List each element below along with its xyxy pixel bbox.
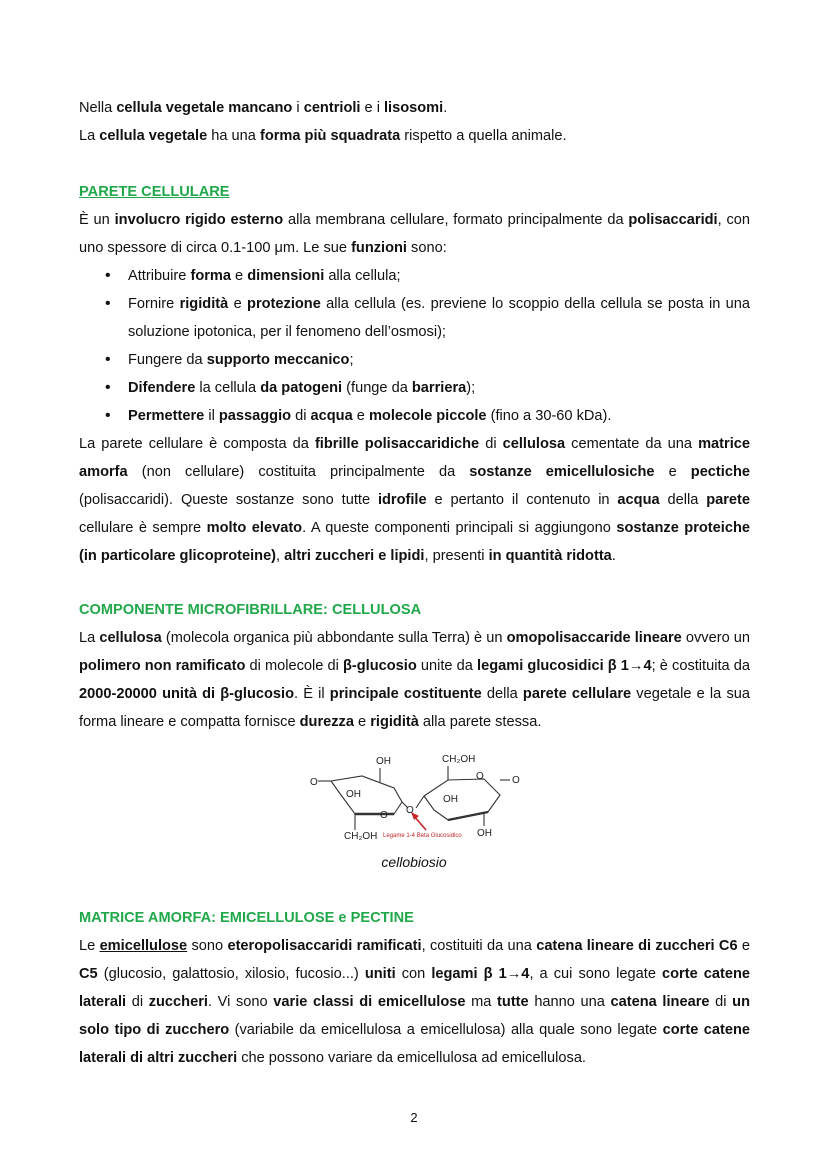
bold-text-run: catena lineare [610,994,710,1010]
text-run: e pertanto il contenuto in [426,492,618,508]
bold-text-run: corte catene laterali di altri zuccheri [79,1022,751,1066]
text-run: e [353,714,371,730]
bold-text-run: emicellulose [99,938,188,954]
intro-line-1 [79,94,750,122]
text-run: . [443,100,448,116]
text-run: ovvero un [681,630,750,646]
cellobiose-structure-figure [300,750,530,845]
text-run: , a cui sono legate [529,966,663,982]
text-run: vegetale e la sua forma lineare e compatta fornisce [79,686,750,730]
bold-text-run: β-glucosio [343,658,417,674]
bold-text-run: forma [190,268,231,284]
bold-text-run: in quantità ridotta [488,548,612,564]
bold-text-run: altri zuccheri e lipidi [284,548,425,564]
text-run: di molecole di [245,658,343,674]
bold-text-run: un solo tipo di zucchero [79,994,750,1038]
text-run: (fino a 30-60 kDa). [486,408,612,424]
text-run: sono [187,938,228,954]
bold-text-run: molecole piccole [368,408,487,424]
bold-text-run: zuccheri [148,994,208,1010]
text-run: che possono variare da emicellulosa ad emicellulosa. [237,1050,586,1066]
list-item [79,346,750,374]
bold-text-run: legami glucosidici β 1→4 [477,658,652,674]
bold-text-run: idrofile [377,492,427,508]
bold-text-run: matrice amorfa [79,436,750,480]
list-item [79,402,750,430]
heading-parete-cellulare: PARETE CELLULARE [79,184,230,200]
heading-matrice-amorfa: MATRICE AMORFA: EMICELLULOSE e PECTINE [79,910,414,926]
text-run: e [737,938,751,954]
bold-text-run: da patogeni [260,380,343,396]
text-run: unite da [416,658,478,674]
bold-text-run: forma più squadrata [259,128,401,144]
text-run: Fungere da [128,352,207,368]
bold-text-run: tutte [497,994,529,1010]
bold-text-run: funzioni [351,240,407,256]
heading-cellulosa: COMPONENTE MICROFIBRILLARE: CELLULOSA [79,602,422,618]
text-run: alla parete stessa. [418,714,542,730]
bold-text-run: pectiche [690,464,750,480]
parete-paragraph-2 [79,430,750,570]
text-run: ; è costituita da [651,658,750,674]
o-ring-right-label: O [476,771,484,782]
text-run: con [395,966,432,982]
text-run: La [79,128,100,144]
bold-text-run: C5 [79,966,98,982]
o-bridge-label: O [406,805,414,816]
text-run: ha una [207,128,260,144]
text-run: alla cellula (es. previene lo scoppio della cellula se posta in una soluzione ipotonica, per il fenomeno dell’osmosi); [128,296,751,340]
text-run: ); [466,380,476,396]
text-run: la cellula [195,380,261,396]
text-run: (molecola organica più abbondante sulla Terra) è un [161,630,507,646]
text-run: , [276,548,285,564]
oh-ring-left-label: OH [346,789,361,800]
ch2oh-top-right-label: CH₂OH [442,754,476,765]
bold-text-run: acqua [310,408,353,424]
text-run: di [479,436,503,452]
text-run: di [126,994,149,1010]
bold-text-run: legami β 1→4 [431,966,530,982]
text-run: , presenti [424,548,489,564]
bold-text-run: centrioli [303,100,361,116]
bold-text-run: sostanze emicellulosiche [469,464,655,480]
text-run: alla cellula; [324,268,401,284]
oh-bottom-right-label: OH [477,828,492,839]
right-ring-bold-edge [448,812,488,820]
text-run: rispetto a quella animale. [400,128,567,144]
text-run: , costituiti da una [421,938,537,954]
text-run: ma [465,994,498,1010]
bold-text-run: cellulosa [502,436,566,452]
bold-text-run: dimensioni [247,268,325,284]
bold-text-run: parete cellulare [522,686,632,702]
bold-text-run: barriera [411,380,467,396]
bold-text-run: sostanze proteiche (in particolare glicoproteine) [79,520,750,564]
bold-text-run: cellula vegetale [99,128,208,144]
text-run: (polisaccaridi). Queste sostanze sono tutte [79,492,378,508]
figure-caption: cellobiosio [381,854,447,870]
text-run: (variabile da emicellulosa a emicellulosa) alla quale sono legate [229,1022,663,1038]
text-run: La parete cellulare è composta da [79,436,315,452]
text-run: alla membrana cellulare, formato principalmente da [283,212,629,228]
bold-text-run: uniti [364,966,396,982]
right-ring [424,779,500,820]
list-item [79,262,750,290]
text-run: e [231,268,248,284]
text-run: ; [349,352,354,368]
glycosidic-bond-label: Legame 1-4 Beta Glucosidico [383,833,462,839]
bold-text-run: protezione [247,296,321,312]
bold-text-run: Difendere [128,380,196,396]
parete-functions-list [79,262,750,430]
bold-text-run: molto elevato [206,520,303,536]
bold-text-run: polimero non ramificato [79,658,246,674]
bold-text-run: supporto meccanico [206,352,350,368]
bold-text-run: durezza [299,714,354,730]
text-run: della [659,492,707,508]
bold-text-run: catena lineare di zuccheri C6 [536,938,738,954]
text-run: (glucosio, galattosio, xilosio, fucosio...) [97,966,365,982]
bold-text-run: 2000-20000 unità di β-glucosio [79,686,295,702]
text-run: La [79,630,100,646]
bold-text-run: cellulosa [99,630,162,646]
text-run: hanno una [528,994,611,1010]
bold-text-run: rigidità [370,714,419,730]
bold-text-run: omopolisaccaride lineare [506,630,682,646]
ch2oh-bottom-label: CH₂OH [344,831,378,842]
text-run: e [654,464,691,480]
text-run: cementate da una [565,436,699,452]
intro-line-2 [79,122,750,150]
bold-text-run: principale costituente [329,686,482,702]
bold-text-run: parete [706,492,750,508]
text-run: di [291,408,311,424]
o-end-left-label: O [310,777,318,788]
text-run: Attribuire [128,268,191,284]
text-run: Fornire [128,296,180,312]
parete-paragraph-1 [79,206,750,262]
bold-text-run: eteropolisaccaridi ramificati [227,938,422,954]
text-run: . [611,548,616,564]
text-run: sono: [407,240,447,256]
text-run: È un [79,212,115,228]
text-run: Nella [79,100,117,116]
bold-text-run: polisaccaridi [628,212,718,228]
text-run: e [228,296,248,312]
oh-top-left-label: OH [376,756,391,767]
text-run: . A queste componenti principali si aggiungono [302,520,617,536]
bold-text-run: fibrille polisaccaridiche [314,436,480,452]
bond-line [416,796,424,808]
text-run: il [204,408,219,424]
matrice-paragraph [79,932,750,1072]
page-number: 2 [410,1110,418,1125]
text-run: . È il [294,686,330,702]
oh-ring-right-label: OH [443,794,458,805]
text-run: della [481,686,523,702]
left-ring [331,776,402,814]
o-end-right-label: O [512,775,520,786]
bold-text-run: corte catene laterali [79,966,751,1010]
bold-text-run: Permettere [128,408,205,424]
cellulosa-paragraph [79,624,750,736]
text-run: Le [79,938,100,954]
text-run: (non cellulare) costituita principalmente da [127,464,470,480]
text-run: . Vi sono [207,994,274,1010]
text-run: e [352,408,369,424]
list-item [79,290,750,346]
bold-text-run: lisosomi [384,100,444,116]
text-run: di [709,994,733,1010]
text-run: cellulare è sempre [79,520,207,536]
text-run: e i [360,100,384,116]
bold-text-run: rigidità [179,296,229,312]
o-ring-left-label: O [380,810,388,821]
text-run: (funge da [342,380,412,396]
text-run: i [292,100,304,116]
bold-text-run: varie classi di emicellulose [273,994,466,1010]
bold-text-run: passaggio [218,408,292,424]
text-run: , con uno spessore di circa 0.1-100 μm. Le sue [79,212,751,256]
bold-text-run: cellula vegetale mancano [116,100,293,116]
bold-text-run: involucro rigido esterno [114,212,284,228]
bold-text-run: acqua [617,492,660,508]
list-item [79,374,750,402]
